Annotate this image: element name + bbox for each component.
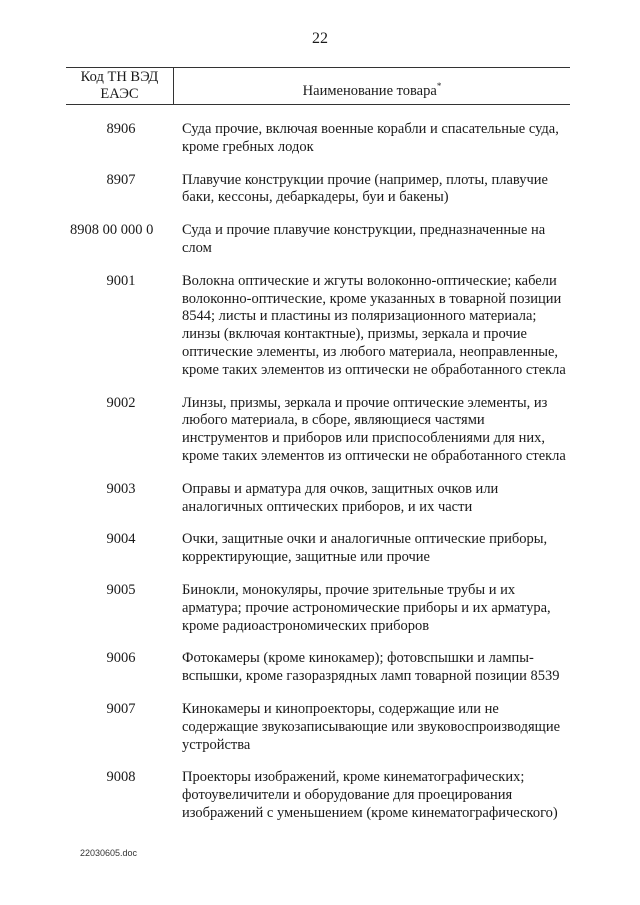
table-row: [66, 769, 570, 822]
row-name: Линзы, призмы, зеркала и прочие оптические элементы, из любого материала, в сборе, являющиеся частями инструментов и приборов или приспособлениями для них, кроме таких элементов из оптически не обработанного стекла: [182, 394, 566, 464]
row-code: 9006: [106, 650, 136, 667]
table-row: [66, 531, 570, 567]
row-name: Бинокли, монокуляры, прочие зрительные трубы и их арматура; прочие астрономические приборы и их арматура, кроме радиоастрономических приборов: [182, 581, 551, 634]
header-code-line2: ЕАЭС: [100, 86, 139, 102]
table-row: [66, 121, 570, 157]
table-body: [66, 121, 570, 838]
row-name: Проекторы изображений, кроме кинематографических; фотоувеличители и оборудование для проецирования изображений с уменьшением (кроме кинематографического): [182, 769, 558, 821]
table-row: [66, 222, 570, 258]
row-name: Фотокамеры (кроме кинокамер); фотовспышки и лампы-вспышки, кроме газоразрядных ламп товарной позиции 8539: [182, 650, 560, 685]
page-number: 22: [312, 30, 328, 47]
row-name: Кинокамеры и кинопроекторы, содержащие или не содержащие звукозаписывающие или звуковоспроизводящие устройства: [182, 700, 561, 753]
row-code: 9002: [106, 394, 136, 411]
row-code: 8907: [106, 171, 136, 188]
table-row: [66, 172, 570, 208]
row-name: Плавучие конструкции прочие (например, плоты, плавучие баки, кессоны, дебаркадеры, буи и бакены): [182, 171, 548, 206]
row-name: Волокна оптические и жгуты волоконно-оптические; кабели волоконно-оптические, кроме указанных в товарной позиции 8544; листы и пластины из поляризационного материала; линзы (включая контактные), призмы, зеркала и прочие оптические элементы, из любого материала, неоправленные, кроме таких элементов из оптически не обработанного стекла: [182, 272, 566, 378]
row-code: 8908 00 000 0: [70, 222, 154, 239]
table-row: [66, 650, 570, 686]
table-header: [66, 67, 570, 105]
footer-filename: 22030605.doc: [80, 848, 138, 858]
row-code: 9004: [106, 531, 136, 548]
row-name: Суда прочие, включая военные корабли и спасательные суда, кроме гребных лодок: [182, 121, 559, 155]
row-code: 9008: [106, 769, 136, 786]
header-code-line1: Код ТН ВЭД: [80, 69, 159, 85]
row-code: 8906: [106, 121, 136, 137]
row-code: 9005: [106, 581, 136, 598]
table-row: [66, 582, 570, 635]
header-name-mark: *: [436, 81, 442, 91]
row-code: 9007: [106, 700, 136, 717]
row-name: Суда и прочие плавучие конструкции, предназначенные на слом: [182, 222, 546, 256]
header-name-label: Наименование товара: [302, 82, 437, 99]
header-code-column: [66, 68, 174, 104]
header-name-column: [174, 68, 570, 104]
row-name: Очки, защитные очки и аналогичные оптические приборы, корректирующие, защитные или прочие: [182, 531, 548, 566]
table-row: [66, 481, 570, 517]
row-code: 9003: [106, 480, 136, 497]
table-row: [66, 701, 570, 754]
row-code: 9001: [106, 272, 136, 289]
row-name: Оправы и арматура для очков, защитных очков или аналогичных оптических приборов, и их части: [182, 480, 499, 515]
table-row: [66, 395, 570, 466]
table-row: [66, 273, 570, 380]
